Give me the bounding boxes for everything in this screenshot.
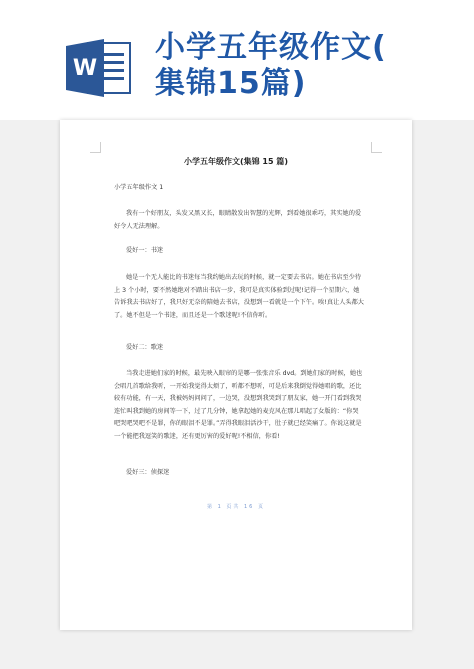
paragraph: 我有一个好朋友，头发又黑又长，眼睛散发出智慧的光辉，到看她很乖巧，其实她的爱好令人无法理解。 [114,210,362,230]
paragraph: 她是一个无人能比的书迷每当我约她出去玩的时候，就一定要去书店。她在书店至少待上 3 个小时，要不然她绝对不踏出书店一步，我可是真实体验到过呢!记得一个星期六，她告诉我去书店好了，我只好无奈的陪她去书店，没想到一看就是一个下午。唉!真让人头都大了。她不但是一个书迷，而且还是一个歌迷呢!不信你听。 [114,274,364,319]
word-icon-letter: W [72,56,98,81]
banner-title [155,30,465,102]
subheading: 爱好三：侦探迷 [126,469,170,476]
page-indicator: 第 1 页共 16 页 [207,504,265,510]
document-page [60,120,412,630]
paragraph: 当我走进她们家的时候，最先映入眼帘的是哪一张张音乐 dvd。到她们家的时候，她也会唱几首歌给我听，一开始我觉得太烦了，听都不想听，可是后来我倒觉得她唱的歌，还比较有功能，有一天，我被妈妈问问了，一边哭，没想到我哭到了朋友家，她一开门看到我哭连忙叫我到她的房间等一下，过了几分钟，她拿起她的麦克风在那儿唱起了女版的：“你哭吧哭吧哭吧不是罪，你的眼泪不是罪。”弄得我眼泪活沙干，肚子就已经笑痛了。你说这就是一个能把我逗笑的歌迷，还有更厉害的爱好呢!不相信，你看! [114,370,363,440]
crop-mark-top-right [371,142,382,153]
subheading: 爱好一：书迷 [126,247,164,254]
document-title: 小学五年级作文(集锦 15 篇) [183,157,288,166]
banner [0,0,474,120]
section-heading: 小学五年级作文 1 [114,184,164,191]
crop-mark-top-left [90,142,101,153]
banner-title-line-1: 小学五年级作文( [155,30,387,65]
word-document-icon [66,37,132,99]
banner-title-line-2: 集锦15篇) [155,66,307,101]
subheading: 爱好二：歌迷 [126,344,164,351]
